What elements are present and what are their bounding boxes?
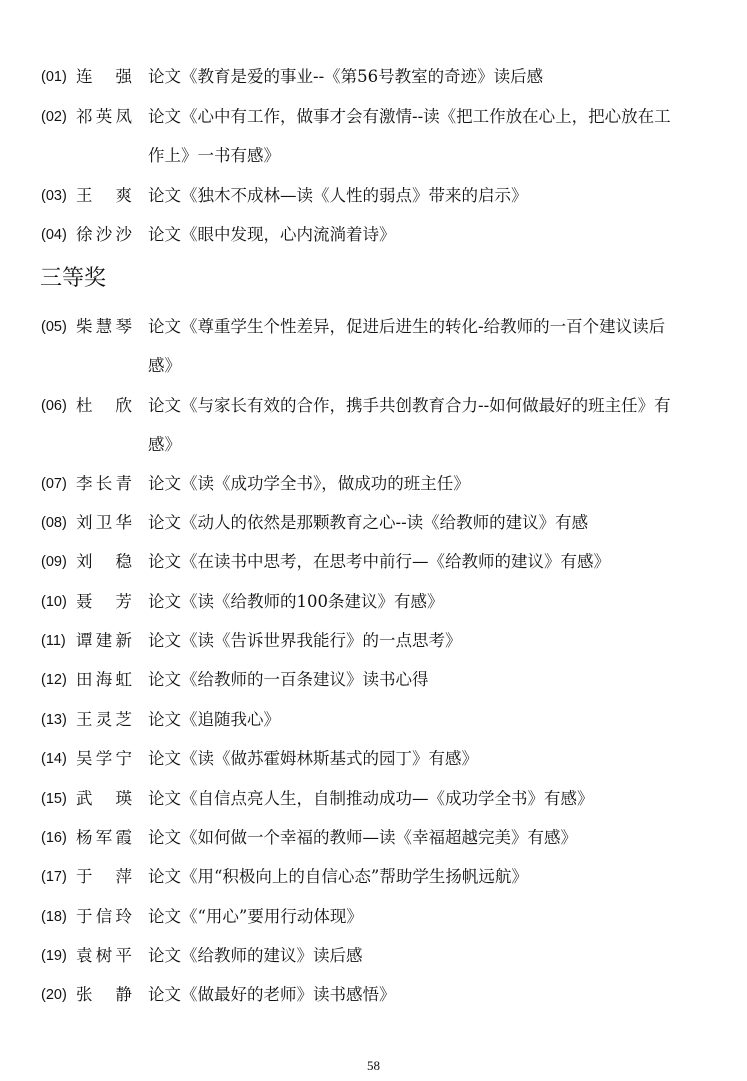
entry-author-name: 王爽 [76, 186, 132, 205]
entry-number: (02) [41, 109, 67, 125]
entry-author-name: 杨军霞 [76, 828, 132, 847]
entry-author-name: 武瑛 [76, 789, 132, 808]
entry-paper-title: 论文《尊重学生个性差异，促进后进生的转化-给教师的一百个建议读后 [148, 317, 666, 336]
entry-paper-title: 论文《在读书中思考，在思考中前行—《给教师的建议》有感》 [148, 552, 610, 571]
entry-author-name: 聂芳 [76, 592, 132, 611]
entry-number: (06) [41, 398, 67, 414]
entry-paper-title: 论文《做最好的老师》读书感悟》 [148, 985, 396, 1004]
entry-author-name: 田海虹 [76, 670, 132, 689]
entry-paper-title: 论文《读《给教师的100条建议》有感》 [148, 592, 444, 611]
entry-author-name: 徐沙沙 [76, 225, 132, 244]
entry-author-name: 柴慧琴 [76, 317, 132, 336]
entry-author-name: 袁树平 [76, 946, 132, 965]
entry-author-name: 祁英凤 [76, 107, 132, 126]
entry-author-name: 王灵芝 [76, 710, 132, 729]
entry-number: (08) [41, 515, 67, 531]
entry-paper-title: 论文《给教师的一百条建议》读书心得 [148, 670, 429, 689]
entry-author-name: 张静 [76, 985, 132, 1004]
entry-paper-title: 论文《自信点亮人生，自制推动成功—《成功学全书》有感》 [148, 789, 594, 808]
entry-number: (13) [41, 712, 67, 728]
entry-number: (11) [41, 633, 66, 649]
entry-number: (07) [41, 476, 67, 492]
entry-paper-title: 论文《读《成功学全书》，做成功的班主任》 [148, 474, 470, 493]
entry-paper-title: 论文《动人的依然是那颗教育之心--读《给教师的建议》有感 [148, 513, 589, 532]
entry-paper-title: 论文《“用心”要用行动体现》 [148, 907, 363, 926]
entry-paper-title-continued: 感》 [148, 356, 181, 375]
entry-paper-title: 论文《心中有工作，做事才会有激情--读《把工作放在心上，把心放在工 [148, 107, 671, 126]
entry-author-name: 于信玲 [76, 907, 132, 926]
entry-number: (14) [41, 751, 67, 767]
entry-paper-title: 论文《追随我心》 [148, 710, 280, 729]
entry-paper-title: 论文《读《做苏霍姆林斯基式的园丁》有感》 [148, 749, 478, 768]
entry-number: (03) [41, 188, 67, 204]
entry-author-name: 吴学宁 [76, 749, 132, 768]
section-heading-third-prize: 三等奖 [40, 266, 107, 291]
entry-number: (16) [41, 830, 67, 846]
entry-paper-title: 论文《眼中发现，心内流淌着诗》 [148, 225, 396, 244]
entry-paper-title: 论文《与家长有效的合作，携手共创教育合力--如何做最好的班主任》有 [148, 396, 671, 415]
entry-paper-title-continued: 作上》一书有感》 [148, 146, 280, 165]
entry-author-name: 杜欣 [76, 396, 132, 415]
entry-paper-title-continued: 感》 [148, 435, 181, 454]
entry-number: (19) [41, 948, 67, 964]
entry-paper-title: 论文《给教师的建议》读后感 [148, 946, 363, 965]
entry-number: (12) [41, 672, 67, 688]
entry-number: (17) [41, 869, 67, 885]
entry-author-name: 谭建新 [76, 631, 132, 650]
entry-number: (15) [41, 791, 67, 807]
entry-author-name: 刘卫华 [76, 513, 132, 532]
entry-paper-title: 论文《教育是爱的事业--《第56号教室的奇迹》读后感 [148, 67, 544, 86]
entry-paper-title: 论文《用“积极向上的自信心态”帮助学生扬帆远航》 [148, 867, 528, 886]
entry-paper-title: 论文《独木不成林—读《人性的弱点》带来的启示》 [148, 186, 528, 205]
entry-number: (04) [41, 227, 67, 243]
entry-number: (05) [41, 319, 67, 335]
entry-author-name: 李长青 [76, 474, 132, 493]
entry-number: (01) [41, 69, 67, 85]
page-number: 58 [367, 1058, 380, 1073]
entry-author-name: 刘稳 [76, 552, 132, 571]
entry-number: (09) [41, 554, 67, 570]
entry-author-name: 于萍 [76, 867, 132, 886]
entry-number: (18) [41, 909, 67, 925]
entry-number: (20) [41, 987, 67, 1003]
entry-number: (10) [41, 594, 67, 610]
entry-paper-title: 论文《读《告诉世界我能行》的一点思考》 [148, 631, 462, 650]
entry-paper-title: 论文《如何做一个幸福的教师—读《幸福超越完美》有感》 [148, 828, 577, 847]
entry-author-name: 连强 [76, 67, 132, 86]
